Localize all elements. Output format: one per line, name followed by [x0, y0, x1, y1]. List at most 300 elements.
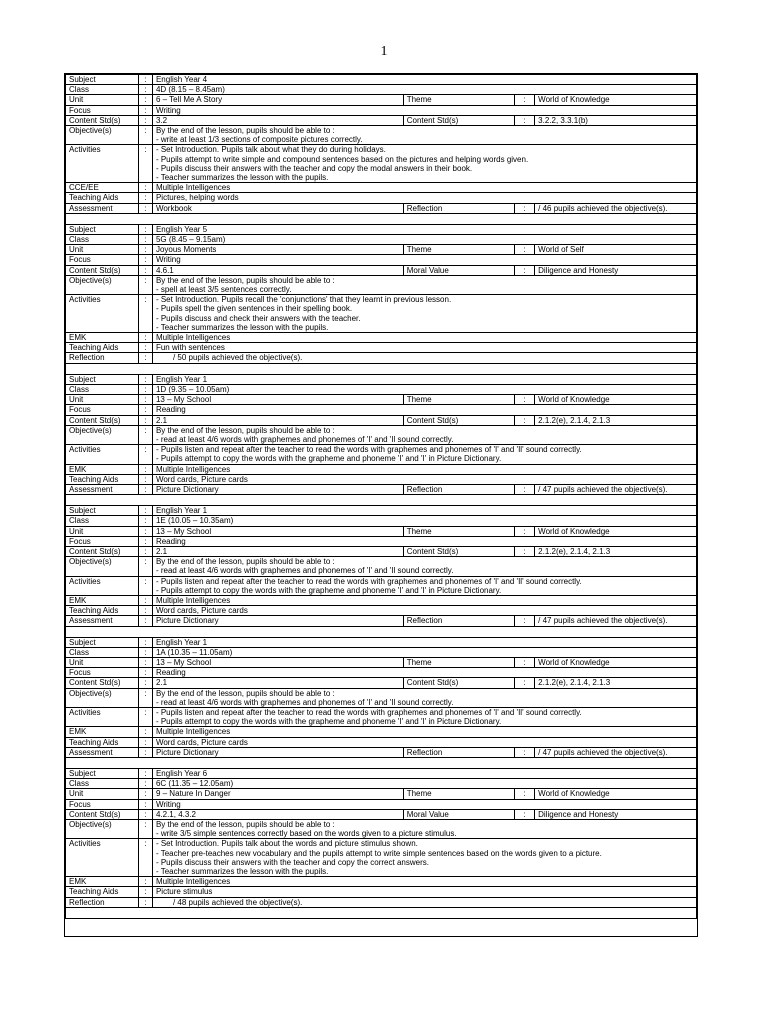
unit-label: Unit: [66, 657, 139, 667]
activities-label: Activities: [66, 839, 139, 877]
emk-value: Multiple Intelligences: [152, 333, 696, 343]
lesson-row: [66, 727, 697, 737]
objective-line: - spell at least 3/5 sentences correctly.: [155, 285, 292, 295]
class-label: Class: [66, 647, 139, 657]
activities-label: Activities: [66, 576, 139, 595]
class-value: 1A (10.35 – 11.05am): [152, 647, 696, 657]
colon-separator: :: [138, 193, 152, 203]
colon-separator: :: [138, 737, 152, 747]
spacer-cell: [66, 213, 697, 224]
lesson-row: [66, 405, 697, 415]
colon-separator: :: [138, 657, 152, 667]
content-std-value: 3.2: [152, 115, 403, 125]
lesson-row: [66, 799, 697, 809]
lesson-row: [66, 678, 697, 688]
colon-separator: :: [138, 799, 152, 809]
class-label: Class: [66, 235, 139, 245]
activity-line: - Pupils listen and repeat after the teacher to read the words with graphemes and phonemes of 'I' and 'Il' sound correctly.: [155, 445, 582, 455]
unit-value: 13 – My School: [152, 395, 403, 405]
lesson-row: [66, 809, 697, 819]
block-spacer: [66, 626, 697, 637]
focus-value: Writing: [152, 799, 696, 809]
activity-line: - Pupils listen and repeat after the teacher to read the words with graphemes and phonemes of 'I' and 'Il' sound correctly.: [155, 576, 582, 586]
lesson-plan-sheet: [64, 73, 698, 937]
content-std-value: 4.6.1: [152, 265, 403, 275]
colon-separator: :: [514, 809, 534, 819]
block-spacer: [66, 495, 697, 506]
theme-value: World of Knowledge: [535, 395, 697, 405]
class-value: 6C (11.35 – 12.05am): [152, 779, 696, 789]
colon-separator: :: [138, 595, 152, 605]
theme-label: Theme: [403, 526, 514, 536]
colon-separator: :: [138, 425, 152, 444]
class-value: 1E (10.05 – 10.35am): [152, 516, 696, 526]
activities-value: [152, 145, 696, 183]
teaching-aids-label: Teaching Aids: [66, 737, 139, 747]
activity-line: - Set Introduction. Pupils talk about what they do during holidays.: [155, 145, 386, 155]
teaching-aids-value: Word cards, Picture cards: [152, 474, 696, 484]
lesson-row: [66, 415, 697, 425]
colon-separator: :: [138, 255, 152, 265]
activities-label: Activities: [66, 145, 139, 183]
colon-separator: :: [138, 235, 152, 245]
moral-value-label: Moral Value: [403, 265, 514, 275]
reflection-value: / 48 pupils achieved the objective(s).: [152, 897, 696, 907]
lesson-row: [66, 789, 697, 799]
assessment-value: Workbook: [152, 203, 403, 213]
emk-value: Multiple Intelligences: [152, 727, 696, 737]
block-spacer: [66, 213, 697, 224]
subject-value: English Year 6: [152, 769, 696, 779]
focus-label: Focus: [66, 799, 139, 809]
objective-line: By the end of the lesson, pupils should be able to :: [155, 126, 335, 136]
spacer-cell: [66, 758, 697, 769]
colon-separator: :: [514, 657, 534, 667]
subject-value: English Year 1: [152, 637, 696, 647]
colon-separator: :: [138, 224, 152, 234]
colon-separator: :: [138, 516, 152, 526]
subject-value: English Year 1: [152, 506, 696, 516]
objectives-label: Objective(s): [66, 126, 139, 145]
colon-separator: :: [138, 126, 152, 145]
colon-separator: :: [514, 747, 534, 757]
learning-std-label: Content Std(s): [403, 678, 514, 688]
content-std-value: 2.1: [152, 415, 403, 425]
colon-separator: :: [138, 688, 152, 707]
lesson-row: [66, 484, 697, 494]
lesson-row: [66, 769, 697, 779]
objectives-value: [152, 688, 696, 707]
teaching-aids-label: Teaching Aids: [66, 606, 139, 616]
colon-separator: :: [514, 95, 534, 105]
colon-separator: :: [138, 647, 152, 657]
theme-label: Theme: [403, 245, 514, 255]
lesson-row: [66, 295, 697, 333]
lesson-row: [66, 688, 697, 707]
learning-std-value: 3.2.2, 3.3.1(b): [535, 115, 697, 125]
activities-value: [152, 839, 696, 877]
unit-value: 9 – Nature In Danger: [152, 789, 403, 799]
learning-std-value: 2.1.2(e), 2.1.4, 2.1.3: [535, 546, 697, 556]
colon-separator: :: [514, 415, 534, 425]
class-label: Class: [66, 85, 139, 95]
subject-label: Subject: [66, 637, 139, 647]
activities-value: [152, 576, 696, 595]
subject-label: Subject: [66, 769, 139, 779]
class-value: 1D (9.35 – 10.05am): [152, 384, 696, 394]
colon-separator: :: [514, 265, 534, 275]
activities-label: Activities: [66, 707, 139, 726]
colon-separator: :: [514, 115, 534, 125]
colon-separator: :: [138, 343, 152, 353]
colon-separator: :: [138, 85, 152, 95]
activity-line: - Pupils discuss and check their answers with the teacher.: [155, 313, 361, 323]
page-number: 1: [380, 44, 388, 59]
colon-separator: :: [138, 616, 152, 626]
colon-separator: :: [138, 747, 152, 757]
colon-separator: :: [138, 395, 152, 405]
lesson-row: [66, 606, 697, 616]
emk-value: Multiple Intelligences: [152, 183, 696, 193]
objective-line: - read at least 4/6 words with graphemes and phonemes of 'I' and 'Il sound correctly.: [155, 566, 454, 576]
lesson-row: [66, 516, 697, 526]
learning-std-value: 2.1.2(e), 2.1.4, 2.1.3: [535, 415, 697, 425]
content-std-label: Content Std(s): [66, 415, 139, 425]
colon-separator: :: [514, 484, 534, 494]
lesson-row: [66, 897, 697, 907]
theme-value: World of Knowledge: [535, 95, 697, 105]
spacer-cell: [66, 626, 697, 637]
lesson-row: [66, 557, 697, 576]
focus-label: Focus: [66, 668, 139, 678]
emk-value: Multiple Intelligences: [152, 877, 696, 887]
class-label: Class: [66, 779, 139, 789]
reflection-label: Reflection: [403, 616, 514, 626]
activity-line: - Pupils spell the given sentences in their spelling book.: [155, 304, 353, 314]
colon-separator: :: [138, 183, 152, 193]
unit-label: Unit: [66, 789, 139, 799]
colon-separator: :: [514, 245, 534, 255]
activity-line: - Pupils discuss their answers with the teacher and copy the correct answers.: [155, 857, 429, 867]
assessment-value: Picture Dictionary: [152, 484, 403, 494]
emk-label: EMK: [66, 333, 139, 343]
lesson-row: [66, 747, 697, 757]
lesson-row: [66, 616, 697, 626]
lesson-row: [66, 105, 697, 115]
activities-value: [152, 445, 696, 464]
teaching-aids-value: Word cards, Picture cards: [152, 737, 696, 747]
colon-separator: :: [138, 506, 152, 516]
assessment-label: Assessment: [66, 484, 139, 494]
lesson-row: [66, 384, 697, 394]
lesson-row: [66, 115, 697, 125]
objectives-value: [152, 425, 696, 444]
lesson-row: [66, 333, 697, 343]
class-label: Class: [66, 384, 139, 394]
colon-separator: :: [514, 616, 534, 626]
colon-separator: :: [138, 105, 152, 115]
moral-value-value: Diligence and Honesty: [535, 265, 697, 275]
spacer-cell: [66, 907, 697, 918]
activity-line: - Pupils listen and repeat after the teacher to read the words with graphemes and phonemes of 'I' and 'Il' sound correctly.: [155, 707, 582, 717]
lesson-row: [66, 145, 697, 183]
colon-separator: :: [138, 557, 152, 576]
colon-separator: :: [138, 75, 152, 85]
colon-separator: :: [138, 877, 152, 887]
colon-separator: :: [514, 203, 534, 213]
reflection-value: / 46 pupils achieved the objective(s).: [535, 203, 697, 213]
colon-separator: :: [138, 526, 152, 536]
reflection-label: Reflection: [66, 353, 139, 363]
lesson-row: [66, 506, 697, 516]
colon-separator: :: [138, 897, 152, 907]
objective-line: By the end of the lesson, pupils should be able to :: [155, 557, 335, 567]
lesson-row: [66, 707, 697, 726]
emk-label: EMK: [66, 727, 139, 737]
subject-label: Subject: [66, 506, 139, 516]
colon-separator: :: [138, 353, 152, 363]
content-std-label: Content Std(s): [66, 678, 139, 688]
emk-label: EMK: [66, 595, 139, 605]
unit-value: 13 – My School: [152, 526, 403, 536]
lesson-row: [66, 576, 697, 595]
reflection-label: Reflection: [403, 747, 514, 757]
theme-value: World of Knowledge: [535, 789, 697, 799]
colon-separator: :: [514, 546, 534, 556]
reflection-label: Reflection: [66, 897, 139, 907]
emk-value: Multiple Intelligences: [152, 464, 696, 474]
emk-label: EMK: [66, 877, 139, 887]
lesson-row: [66, 474, 697, 484]
reflection-label: Reflection: [403, 484, 514, 494]
colon-separator: :: [138, 384, 152, 394]
lesson-row: [66, 75, 697, 85]
learning-std-label: Content Std(s): [403, 415, 514, 425]
colon-separator: :: [138, 295, 152, 333]
activity-line: - Teacher summarizes the lesson with the pupils.: [155, 173, 329, 183]
objective-line: - read at least 4/6 words with graphemes and phonemes of 'I' and 'Il sound correctly.: [155, 697, 454, 707]
colon-separator: :: [138, 333, 152, 343]
unit-label: Unit: [66, 526, 139, 536]
subject-label: Subject: [66, 224, 139, 234]
colon-separator: :: [138, 769, 152, 779]
emk-label: CCE/EE: [66, 183, 139, 193]
lesson-row: [66, 235, 697, 245]
focus-label: Focus: [66, 536, 139, 546]
colon-separator: :: [138, 464, 152, 474]
focus-value: Writing: [152, 255, 696, 265]
focus-label: Focus: [66, 405, 139, 415]
teaching-aids-label: Teaching Aids: [66, 193, 139, 203]
lesson-row: [66, 275, 697, 294]
focus-value: Writing: [152, 105, 696, 115]
colon-separator: :: [138, 374, 152, 384]
lesson-row: [66, 820, 697, 839]
colon-separator: :: [138, 265, 152, 275]
lesson-row: [66, 193, 697, 203]
teaching-aids-label: Teaching Aids: [66, 887, 139, 897]
colon-separator: :: [138, 536, 152, 546]
reflection-value: / 47 pupils achieved the objective(s).: [535, 616, 697, 626]
spacer-cell: [66, 495, 697, 506]
colon-separator: :: [138, 576, 152, 595]
theme-value: World of Knowledge: [535, 657, 697, 667]
unit-value: 13 – My School: [152, 657, 403, 667]
lesson-row: [66, 464, 697, 474]
colon-separator: :: [138, 727, 152, 737]
activity-line: - Set Introduction. Pupils talk about the words and picture stimulus shown.: [155, 839, 418, 849]
block-spacer: [66, 907, 697, 918]
colon-separator: :: [138, 779, 152, 789]
lesson-row: [66, 779, 697, 789]
objectives-label: Objective(s): [66, 688, 139, 707]
colon-separator: :: [138, 245, 152, 255]
unit-label: Unit: [66, 95, 139, 105]
colon-separator: :: [138, 95, 152, 105]
assessment-value: Picture Dictionary: [152, 747, 403, 757]
content-std-label: Content Std(s): [66, 809, 139, 819]
activity-line: - Teacher summarizes the lesson with the pupils.: [155, 867, 329, 877]
theme-label: Theme: [403, 657, 514, 667]
lesson-row: [66, 637, 697, 647]
colon-separator: :: [138, 445, 152, 464]
unit-label: Unit: [66, 245, 139, 255]
colon-separator: :: [138, 887, 152, 897]
activities-value: [152, 295, 696, 333]
objectives-label: Objective(s): [66, 275, 139, 294]
lesson-row: [66, 224, 697, 234]
lesson-row: [66, 445, 697, 464]
colon-separator: :: [138, 637, 152, 647]
block-spacer: [66, 758, 697, 769]
content-std-value: 4.2.1, 4.3.2: [152, 809, 403, 819]
learning-std-value: 2.1.2(e), 2.1.4, 2.1.3: [535, 678, 697, 688]
colon-separator: :: [138, 809, 152, 819]
subject-label: Subject: [66, 374, 139, 384]
lesson-row: [66, 183, 697, 193]
block-spacer: [66, 363, 697, 374]
moral-value-value: Diligence and Honesty: [535, 809, 697, 819]
unit-value: Joyous Moments: [152, 245, 403, 255]
focus-value: Reading: [152, 405, 696, 415]
lesson-row: [66, 395, 697, 405]
activities-value: [152, 707, 696, 726]
objectives-value: [152, 557, 696, 576]
focus-value: Reading: [152, 536, 696, 546]
colon-separator: :: [138, 203, 152, 213]
teaching-aids-value: Picture stimulus: [152, 887, 696, 897]
lesson-row: [66, 536, 697, 546]
lesson-row: [66, 737, 697, 747]
lesson-row: [66, 265, 697, 275]
learning-std-label: Content Std(s): [403, 115, 514, 125]
content-std-value: 2.1: [152, 546, 403, 556]
teaching-aids-value: Pictures, helping words: [152, 193, 696, 203]
activity-line: - Pupils attempt to copy the words with the grapheme and phoneme 'I' and 'I' in Picture Dictionary.: [155, 717, 502, 727]
spacer-cell: [66, 363, 697, 374]
lesson-row: [66, 526, 697, 536]
colon-separator: :: [138, 839, 152, 877]
theme-label: Theme: [403, 395, 514, 405]
lesson-row: [66, 647, 697, 657]
colon-separator: :: [138, 415, 152, 425]
subject-value: English Year 4: [152, 75, 696, 85]
teaching-aids-label: Teaching Aids: [66, 343, 139, 353]
activity-line: - Teacher summarizes the lesson with the pupils.: [155, 322, 329, 332]
colon-separator: :: [514, 678, 534, 688]
learning-std-label: Content Std(s): [403, 546, 514, 556]
lesson-row: [66, 425, 697, 444]
lesson-row: [66, 245, 697, 255]
activity-line: - Pupils discuss their answers with the teacher and copy the modal answers in their book.: [155, 163, 473, 173]
assessment-value: Picture Dictionary: [152, 616, 403, 626]
reflection-value: / 50 pupils achieved the objective(s).: [152, 353, 696, 363]
colon-separator: :: [138, 707, 152, 726]
colon-separator: :: [514, 789, 534, 799]
objectives-value: [152, 275, 696, 294]
assessment-label: Assessment: [66, 747, 139, 757]
activities-label: Activities: [66, 445, 139, 464]
lesson-row: [66, 877, 697, 887]
colon-separator: :: [138, 275, 152, 294]
moral-value-label: Moral Value: [403, 809, 514, 819]
activity-line: - Teacher pre-teaches new vocabulary and the pupils attempt to write simple sentences based on the words given to a picture.: [155, 848, 602, 858]
objectives-label: Objective(s): [66, 425, 139, 444]
lesson-row: [66, 95, 697, 105]
teaching-aids-value: Fun with sentences: [152, 343, 696, 353]
objective-line: - write 3/5 simple sentences correctly based on the words given to a picture stimulus.: [155, 829, 457, 839]
subject-label: Subject: [66, 75, 139, 85]
reflection-value: / 47 pupils achieved the objective(s).: [535, 484, 697, 494]
lesson-row: [66, 657, 697, 667]
unit-value: 6 – Tell Me A Story: [152, 95, 403, 105]
objective-line: By the end of the lesson, pupils should be able to :: [155, 275, 335, 285]
emk-value: Multiple Intelligences: [152, 595, 696, 605]
content-std-label: Content Std(s): [66, 265, 139, 275]
unit-label: Unit: [66, 395, 139, 405]
activity-line: - Pupils attempt to copy the words with the grapheme and phoneme 'I' and 'I' in Picture Dictionary.: [155, 585, 502, 595]
colon-separator: :: [138, 484, 152, 494]
objective-line: - write at least 1/3 sections of composite pictures correctly.: [155, 135, 363, 145]
lesson-row: [66, 353, 697, 363]
activity-line: - Pupils attempt to copy the words with the grapheme and phoneme 'I' and 'I' in Picture Dictionary.: [155, 454, 502, 464]
objective-line: - read at least 4/6 words with graphemes and phonemes of 'I' and 'Il sound correctly.: [155, 434, 454, 444]
colon-separator: :: [138, 546, 152, 556]
theme-value: World of Self: [535, 245, 697, 255]
focus-label: Focus: [66, 105, 139, 115]
objectives-value: [152, 126, 696, 145]
assessment-label: Assessment: [66, 203, 139, 213]
class-value: 4D (8.15 – 8.45am): [152, 85, 696, 95]
reflection-value: / 47 pupils achieved the objective(s).: [535, 747, 697, 757]
colon-separator: :: [138, 145, 152, 183]
lesson-row: [66, 668, 697, 678]
content-std-value: 2.1: [152, 678, 403, 688]
theme-value: World of Knowledge: [535, 526, 697, 536]
colon-separator: :: [138, 606, 152, 616]
lesson-row: [66, 126, 697, 145]
activities-label: Activities: [66, 295, 139, 333]
lesson-row: [66, 343, 697, 353]
class-value: 5G (8.45 – 9.15am): [152, 235, 696, 245]
colon-separator: :: [514, 526, 534, 536]
lesson-row: [66, 546, 697, 556]
colon-separator: :: [138, 820, 152, 839]
objective-line: By the end of the lesson, pupils should be able to :: [155, 688, 335, 698]
colon-separator: :: [138, 474, 152, 484]
content-std-label: Content Std(s): [66, 546, 139, 556]
activity-line: - Set Introduction. Pupils recall the 'conjunctions' that they learnt in previous lesson.: [155, 295, 452, 305]
